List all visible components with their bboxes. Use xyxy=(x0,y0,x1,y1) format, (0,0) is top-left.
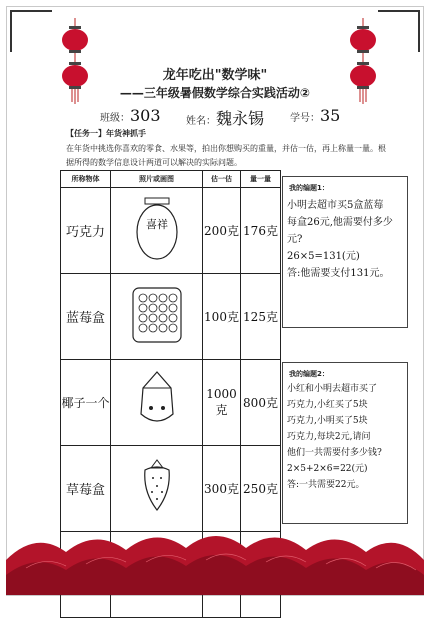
estimate-cell: 100克 xyxy=(203,274,241,360)
chocolate-drawing-icon xyxy=(127,194,187,264)
col-header-photo: 照片或画图 xyxy=(111,171,203,188)
name-label: 姓名： xyxy=(186,116,216,127)
id-value: 35 xyxy=(320,106,341,125)
measure-cell: 125克 xyxy=(241,274,281,360)
drawing-label: 喜祥 xyxy=(145,217,168,231)
problem-2-text xyxy=(287,381,405,493)
corner-ornament-left xyxy=(10,10,52,52)
problem-2-line: 2×5+2×6=22(元) xyxy=(287,464,368,474)
item-cell: 椰子一个 xyxy=(61,360,111,446)
problem-2-line: 他们一共需要付多少钱? xyxy=(287,448,382,458)
problem-1-line: 小明去超市买5盒蓝莓 xyxy=(287,200,384,211)
item-cell: 蓝莓盒 xyxy=(61,274,111,360)
problem-2-line: 小红和小明去超市买了 xyxy=(287,384,378,394)
class-label: 班级： xyxy=(100,113,130,124)
estimate-cell: 1000克 xyxy=(203,360,241,446)
problem-1-box xyxy=(282,176,408,328)
table-row xyxy=(61,360,281,446)
problem-1-line: 26×5=131(元) xyxy=(287,251,360,262)
id-field xyxy=(290,106,340,125)
task-description: 在年货中挑选你喜欢的零食、水果等，拍出你想购买的重量，并估一估，再上称量一量。根据所得的数学信息设计两道可以解决的实际问题。 xyxy=(66,144,386,167)
corner-ornament-right xyxy=(378,10,420,52)
item-cell: 巧克力 xyxy=(61,188,111,274)
coconut-drawing-icon xyxy=(127,366,187,436)
table-row xyxy=(61,188,281,274)
problem-2-box xyxy=(282,362,408,524)
class-field xyxy=(100,106,161,125)
task-title: 【任务一】年货神抓手 xyxy=(66,129,146,138)
estimate-cell: 200克 xyxy=(203,188,241,274)
col-header-estimate: 估一估 xyxy=(203,171,241,188)
problem-1-line: 答:他需要支付131元。 xyxy=(287,268,390,279)
col-header-measure: 量一量 xyxy=(241,171,281,188)
class-value: 303 xyxy=(130,106,161,125)
page-title: 龙年吃出"数学味" xyxy=(162,68,268,83)
id-label: 学号： xyxy=(290,113,320,124)
col-header-item: 所称物体 xyxy=(61,171,111,188)
estimate-cell: 300克 xyxy=(203,446,241,532)
blueberry-box-drawing-icon xyxy=(125,280,189,350)
measure-cell: 176克 xyxy=(241,188,281,274)
problem-2-line: 巧克力,小明买了5块 xyxy=(287,416,368,426)
problem-1-text xyxy=(287,197,405,282)
problem-2-line: 答:一共需要22元。 xyxy=(287,480,365,490)
wave-decoration-icon xyxy=(6,520,424,595)
drawing-strawberry xyxy=(111,446,203,532)
problem-1-line: 每盒26元,他需要付多少元? xyxy=(287,217,393,245)
problem-2-line: 巧克力,每块2元,请问 xyxy=(287,432,371,442)
table-row xyxy=(61,446,281,532)
drawing-blueberry xyxy=(111,274,203,360)
measure-cell: 800克 xyxy=(241,360,281,446)
strawberry-drawing-icon xyxy=(127,452,187,522)
table-row xyxy=(61,274,281,360)
problem-2-label: 我的编题2： xyxy=(289,370,329,378)
problem-2-line: 巧克力,小红买了5块 xyxy=(287,400,368,410)
problem-1-label: 我的编题1： xyxy=(289,184,329,192)
drawing-coconut xyxy=(111,360,203,446)
drawing-chocolate xyxy=(111,188,203,274)
page-subtitle: ——三年级暑假数学综合实践活动② xyxy=(119,86,311,100)
measure-cell: 250克 xyxy=(241,446,281,532)
name-field xyxy=(186,106,264,129)
name-value: 魏永锡 xyxy=(216,109,265,128)
item-cell: 草莓盒 xyxy=(61,446,111,532)
